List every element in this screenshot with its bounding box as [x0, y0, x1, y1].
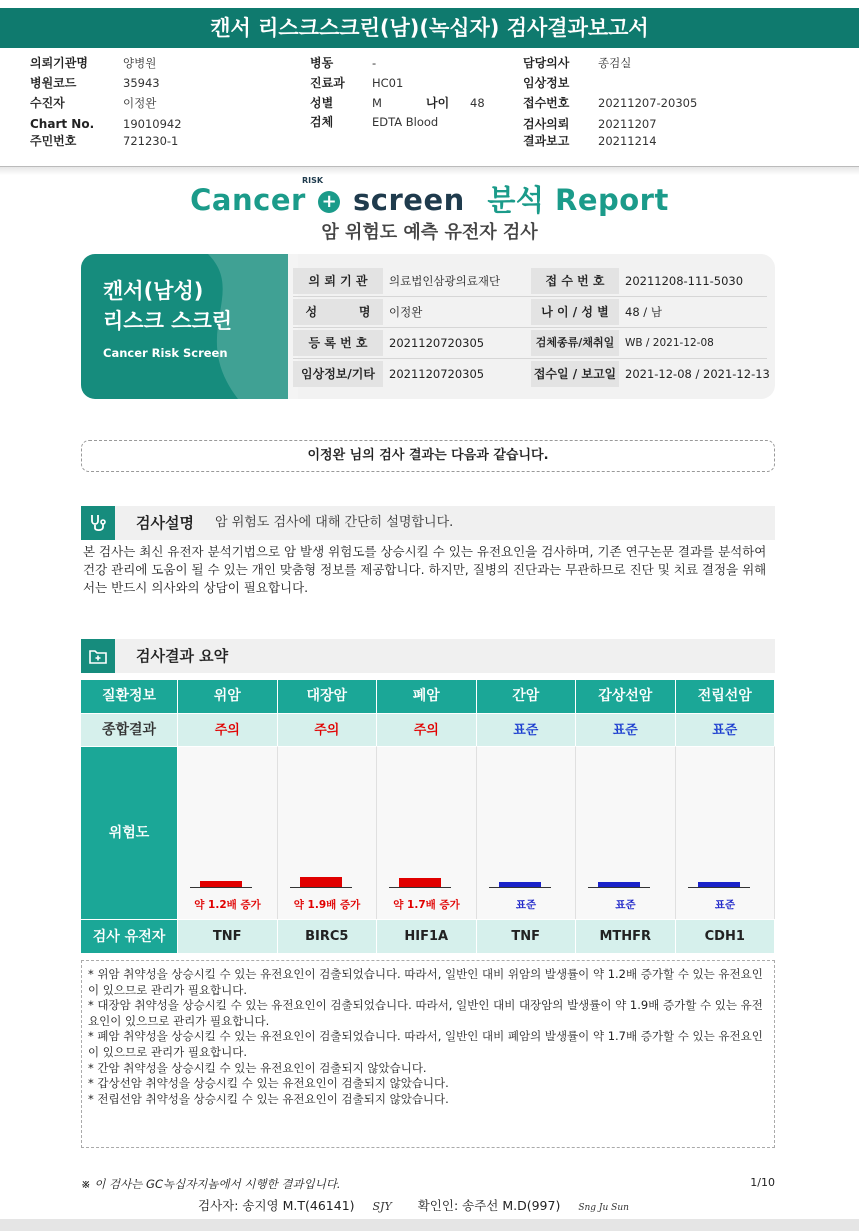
- risk-label: 약 1.9배 증가: [293, 899, 361, 911]
- note-line: * 위암 취약성을 상승시킬 수 있는 유전요인이 검출되었습니다. 따라서, 일반인 대비 위암의 발생률이 약 1.2배 증가할 수 있는 유전요인이 있으므로 관리가 필요합니다.: [88, 967, 763, 997]
- info-key: 나 이 / 성 별: [531, 299, 619, 325]
- gene-name: CDH1: [676, 919, 776, 953]
- meta-label: 병동: [310, 56, 334, 70]
- card-title-line1: 캔서(남성): [103, 279, 204, 303]
- risk-tag: RISK: [302, 176, 324, 185]
- section-title: 검사설명: [136, 514, 194, 532]
- meta-value: 양병원: [123, 56, 157, 70]
- info-key: 검체종류/채취일: [531, 330, 619, 356]
- risk-cell: [377, 746, 477, 919]
- section-description-header: [81, 506, 775, 540]
- risk-bar: [399, 878, 441, 887]
- gene-name: BIRC5: [278, 919, 378, 953]
- meta-value: M: [372, 96, 382, 110]
- info-value: 이정완: [389, 305, 423, 319]
- info-row: [293, 328, 767, 359]
- meta-value: 721230-1: [123, 134, 179, 148]
- risk-bar: [200, 881, 242, 887]
- disease-result: 주의: [278, 713, 378, 746]
- report-title: 캔서 리스크스크린(남)(녹십자) 검사결과보고서: [0, 8, 859, 48]
- risk-baseline: [588, 887, 650, 888]
- meta-label: 접수번호: [523, 96, 570, 110]
- note-line: * 전립선암 취약성을 상승시킬 수 있는 유전요인이 검출되지 않았습니다.: [88, 1091, 449, 1106]
- risk-bar: [598, 882, 640, 887]
- meta-block: [0, 54, 859, 166]
- meta-label: 주민번호: [30, 134, 77, 148]
- info-row: [293, 359, 770, 390]
- plus-icon: +: [318, 191, 340, 213]
- meta-value: 이정완: [123, 96, 157, 110]
- patient-info-grid: [293, 266, 770, 390]
- info-row: [293, 266, 767, 297]
- risk-cell: [676, 746, 776, 919]
- meta-shadow: [0, 167, 859, 175]
- brand-word-cancer: Cancer: [190, 183, 306, 217]
- disease-result: 표준: [676, 713, 776, 746]
- risk-label: 표준: [615, 899, 636, 911]
- examiner: 검사자: 송지영 M.T(46141): [198, 1198, 355, 1213]
- brand-logo: [0, 178, 859, 222]
- medical-folder-icon: [81, 639, 115, 673]
- row-label-result: 종합결과: [81, 713, 178, 746]
- meta-value: -: [372, 56, 377, 70]
- info-value: 의료법인삼광의료재단: [389, 274, 501, 288]
- summary-table: [81, 680, 775, 953]
- gene-name: HIF1A: [377, 919, 477, 953]
- stethoscope-icon: [81, 506, 115, 540]
- risk-label: 약 1.2배 증가: [194, 899, 261, 911]
- meta-label: Chart No.: [30, 117, 95, 131]
- brand-word-screen: screen: [353, 183, 465, 217]
- meta-value: EDTA Blood: [372, 115, 439, 129]
- info-key: 접수일 / 보고일: [531, 361, 619, 387]
- meta-label: 검체: [310, 115, 334, 129]
- gene-row: [81, 919, 775, 953]
- disease-result: 주의: [178, 713, 278, 746]
- risk-baseline: [389, 887, 451, 888]
- result-notice: 이정완 님의 검사 결과는 다음과 같습니다.: [81, 440, 775, 472]
- result-row: [81, 713, 775, 746]
- age-value: 48: [470, 96, 485, 110]
- meta-value: 19010942: [123, 117, 182, 131]
- risk-baseline: [190, 887, 252, 888]
- note-line: * 갑상선암 취약성을 상승시킬 수 있는 유전요인이 검출되지 않았습니다.: [88, 1076, 449, 1091]
- disease-result: 표준: [576, 713, 676, 746]
- disease-name: 전립선암: [676, 680, 776, 713]
- disease-result: 주의: [377, 713, 477, 746]
- section-title: 검사결과 요약: [136, 647, 229, 665]
- meta-label: 의뢰기관명: [30, 56, 88, 70]
- brand-subtitle: 암 위험도 예측 유전자 검사: [321, 222, 538, 243]
- disease-name: 갑상선암: [576, 680, 676, 713]
- note-line: * 간암 취약성을 상승시킬 수 있는 유전요인이 검출되지 않았습니다.: [88, 1060, 427, 1075]
- risk-bar: [499, 882, 541, 887]
- card-banner: [81, 254, 288, 399]
- info-value: 48 / 남: [625, 305, 662, 319]
- patient-card: [81, 254, 775, 399]
- disease-header-row: [81, 680, 775, 713]
- meta-value: 20211207: [598, 117, 657, 131]
- risk-cell: [477, 746, 577, 919]
- info-key: 의 뢰 기 관: [293, 268, 383, 294]
- disease-name: 대장암: [278, 680, 378, 713]
- risk-bar: [300, 877, 342, 887]
- info-value: 20211208-111-5030: [625, 274, 744, 288]
- card-title-line2: 리스크 스크린: [103, 309, 233, 333]
- info-value: WB / 2021-12-08: [625, 337, 714, 349]
- note-line: * 폐암 취약성을 상승시킬 수 있는 유전요인이 검출되었습니다. 따라서, 일반인 대비 폐암의 발생률이 약 1.7배 증가할 수 있는 유전요인이 있으므로 관리가 필요합니다.: [88, 1029, 763, 1059]
- gene-name: TNF: [178, 919, 278, 953]
- risk-label: 표준: [714, 899, 736, 911]
- page-number: 1/10: [750, 1176, 775, 1189]
- row-label-gene: 검사 유전자: [81, 919, 178, 953]
- row-label-risk: 위험도: [81, 746, 178, 919]
- info-key: 접 수 번 호: [531, 268, 619, 294]
- meta-label: 임상정보: [523, 76, 570, 90]
- info-value: 2021120720305: [389, 336, 485, 350]
- note-line: * 대장암 취약성을 상승시킬 수 있는 유전요인이 검출되었습니다. 따라서, 일반인 대비 대장암의 발생률이 약 1.9배 증가할 수 있는 유전요인이 있으므로 관리가 필요합니다.: [88, 998, 763, 1028]
- info-key: 등 록 번 호: [293, 330, 383, 356]
- risk-cell: [576, 746, 676, 919]
- meta-label: 결과보고: [523, 134, 570, 148]
- meta-label: 병원코드: [30, 76, 77, 90]
- disease-result: 표준: [477, 713, 577, 746]
- risk-label: 표준: [515, 899, 537, 911]
- confirmer-signature: Sng Ju Sun: [578, 1203, 629, 1213]
- row-label-disease: 질환정보: [81, 680, 178, 713]
- disease-name: 위암: [178, 680, 278, 713]
- meta-value: 20211214: [598, 134, 657, 148]
- info-key: 임상정보/기타: [293, 361, 383, 387]
- info-value: 2021120720305: [389, 367, 485, 381]
- description-text: 본 검사는 최신 유전자 분석기법으로 암 발생 위험도를 상승시킬 수 있는 유전요인을 검사하며, 기존 연구논문 결과를 분석하여 건강 관리에 도움이 될 수 있는 개인 맞춤형 정보를 제공합니다. 하지만, 질병의 진단과는 무관하므로 진단 및 치료 결정을 위해서는 반드시 의사와의 상담이 필요합니다.: [83, 544, 767, 595]
- meta-label: 성별: [310, 96, 334, 110]
- examiner-signature: SJY: [372, 1200, 392, 1213]
- disease-name: 간암: [477, 680, 577, 713]
- meta-label: 검사의뢰: [523, 117, 570, 131]
- risk-baseline: [688, 887, 750, 888]
- gene-name: TNF: [477, 919, 577, 953]
- signers: [198, 1196, 651, 1214]
- risk-bar: [698, 882, 740, 887]
- risk-baseline: [290, 887, 352, 888]
- gene-name: MTHFR: [576, 919, 676, 953]
- footer-note: ※ 이 검사는 GC녹십자지놈에서 시행한 결과입니다.: [81, 1177, 341, 1191]
- meta-label: 담당의사: [523, 56, 570, 70]
- meta-value: 20211207-20305: [598, 96, 698, 110]
- meta-value: HC01: [372, 76, 404, 90]
- result-notes: [81, 960, 775, 1148]
- info-value: 2021-12-08 / 2021-12-13: [625, 367, 770, 381]
- card-title-en: Cancer Risk Screen: [103, 346, 228, 360]
- info-key: 성 명: [293, 299, 383, 325]
- risk-cell: [278, 746, 378, 919]
- brand-word-report: 분석 Report: [487, 183, 669, 217]
- disease-name: 폐암: [377, 680, 477, 713]
- meta-value: 35943: [123, 76, 160, 90]
- footer-bar: [0, 1219, 859, 1231]
- confirmer: 확인인: 송주선 M.D(997): [417, 1198, 561, 1213]
- meta-label: 진료과: [310, 76, 345, 90]
- section-subtitle: 암 위험도 검사에 대해 간단히 설명합니다.: [215, 515, 454, 530]
- info-row: [293, 297, 767, 328]
- risk-cell: [178, 746, 278, 919]
- meta-label: 수진자: [30, 96, 65, 110]
- age-label: 나이: [426, 96, 450, 110]
- section-summary-header: [81, 639, 775, 673]
- risk-label: 약 1.7배 증가: [393, 899, 460, 911]
- risk-baseline: [489, 887, 551, 888]
- meta-value: 종검실: [598, 56, 632, 70]
- risk-row: [81, 746, 775, 919]
